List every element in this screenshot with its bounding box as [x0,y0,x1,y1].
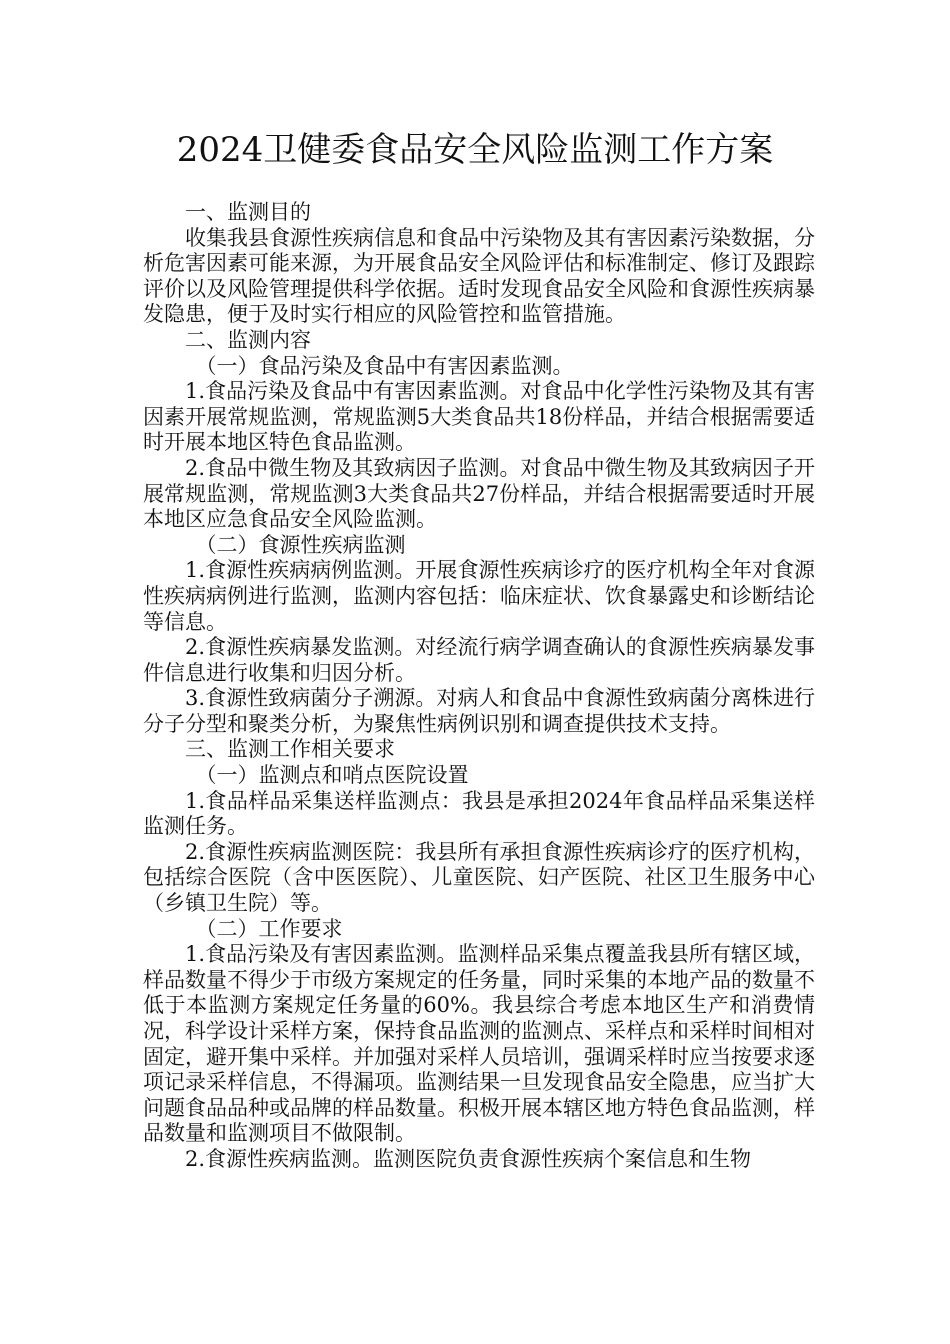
section-heading: 二、监测内容 [185,327,311,352]
subsection-heading: （一）监测点和哨点医院设置 [195,763,469,788]
paragraph: 1.食品样品采集送样监测点：我县是承担2024年食品样品采集送样监测任务。 [143,788,815,839]
section-heading: 三、监测工作相关要求 [185,737,395,762]
paragraph: 2.食源性疾病暴发监测。对经流行病学调查确认的食源性疾病暴发事件信息进行收集和归因分析。 [143,635,815,685]
document-body [143,200,815,1173]
subsection-heading: （一）食品污染及食品中有害因素监测。 [195,353,574,378]
paragraph: 2.食源性疾病监测。监测医院负责食源性疾病个案信息和生物 [185,1146,752,1171]
paragraph: 3.食源性致病菌分子溯源。对病人和食品中食源性致病菌分离株进行分子分型和聚类分析，为聚焦性病例识别和调查提供技术支持。 [143,686,815,736]
section-heading: 一、监测目的 [185,200,311,224]
document-title: 2024卫健委食品安全风险监测工作方案 [176,130,774,170]
paragraph: 1.食品污染及食品中有害因素监测。对食品中化学性污染物及其有害因素开展常规监测，常规监测5大类食品共18份样品，并结合根据需要适时开展本地区特色食品监测。 [143,379,815,455]
paragraph: 收集我县食源性疾病信息和食品中污染物及其有害因素污染数据，分析危害因素可能来源，为开展食品安全风险评估和标准制定、修订及跟踪评价以及风险管理提供科学依据。适时发现食品安全风险和食源性疾病暴发隐患，便于及时实行相应的风险管控和监管措施。 [143,225,815,327]
paragraph: 1.食品污染及有害因素监测。监测样品采集点覆盖我县所有辖区域，样品数量不得少于市级方案规定的任务量，同时采集的本地产品的数量不低于本监测方案规定任务量的60%。我县综合考虑本地区生产和消费情况，科学设计采样方案，保持食品监测的监测点、采样点和采样时间相对固定，避开集中采样。并加强对采样人员培训，强调采样时应当按要求逐项记录采样信息，不得漏项。监测结果一旦发现食品安全隐患，应当扩大问题食品品种或品牌的样品数量。积极开展本辖区地方特色食品监测，样品数量和监测项目不做限制。 [143,942,815,1146]
paragraph: 2.食源性疾病监测医院：我县所有承担食源性疾病诊疗的医疗机构，包括综合医院（含中医医院）、儿童医院、妇产医院、社区卫生服务中心（乡镇卫生院）等。 [143,839,815,916]
paragraph: 2.食品中微生物及其致病因子监测。对食品中微生物及其致病因子开展常规监测，常规监测3大类食品共27份样品，并结合根据需要适时开展本地区应急食品安全风险监测。 [143,455,815,532]
subsection-heading: （二）工作要求 [195,916,343,941]
paragraph: 1.食源性疾病病例监测。开展食源性疾病诊疗的医疗机构全年对食源性疾病病例进行监测，监测内容包括：临床症状、饮食暴露史和诊断结论等信息。 [143,558,815,634]
subsection-heading: （二）食源性疾病监测 [195,532,406,557]
